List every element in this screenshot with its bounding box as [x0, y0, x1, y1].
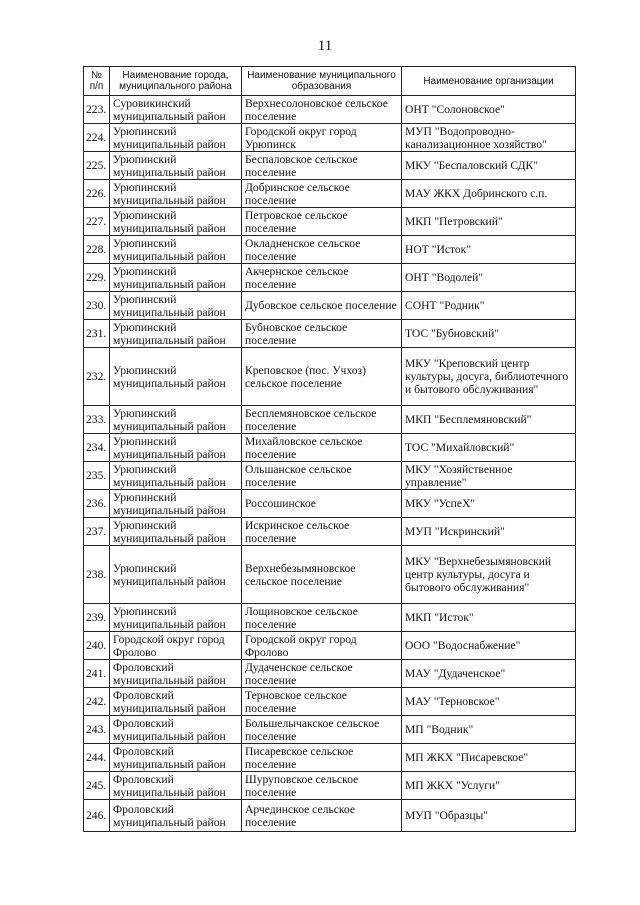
row-number: 225.: [84, 152, 110, 180]
row-municipality: Городской округ город Фролово: [242, 632, 402, 660]
row-district: Фроловский муниципальный район: [110, 688, 242, 716]
row-district: Фроловский муниципальный район: [110, 716, 242, 744]
row-district: Урюпинский муниципальный район: [110, 152, 242, 180]
table-row: [84, 604, 576, 632]
row-number: 224.: [84, 124, 110, 152]
row-district: Урюпинский муниципальный район: [110, 434, 242, 462]
row-number: 233.: [84, 406, 110, 434]
header-number: № п/п: [84, 67, 110, 96]
table-row: [84, 152, 576, 180]
row-municipality: Креповское (пос. Учхоз) сельское поселение: [242, 348, 402, 406]
row-organization: ОНТ "Солоновское": [402, 96, 576, 124]
row-number: 230.: [84, 292, 110, 320]
row-organization: МАУ ЖКХ Добринского с.п.: [402, 180, 576, 208]
row-municipality: Лощиновское сельское поселение: [242, 604, 402, 632]
row-district: Урюпинский муниципальный район: [110, 208, 242, 236]
row-district: Урюпинский муниципальный район: [110, 320, 242, 348]
row-organization: МКП "Петровский": [402, 208, 576, 236]
row-organization: МКП "Исток": [402, 604, 576, 632]
row-municipality: Бесплемяновское сельское поселение: [242, 406, 402, 434]
table-row: [84, 688, 576, 716]
row-organization: МУП "Образцы": [402, 800, 576, 832]
table-row: [84, 462, 576, 490]
row-organization: МУП "Водопроводно-канализационное хозяйство": [402, 124, 576, 152]
row-number: 229.: [84, 264, 110, 292]
table-row: [84, 660, 576, 688]
row-organization: ОНТ "Водолей": [402, 264, 576, 292]
row-organization: МАУ "Терновское": [402, 688, 576, 716]
row-district: Урюпинский муниципальный район: [110, 490, 242, 518]
row-municipality: Большелычакское сельское поселение: [242, 716, 402, 744]
header-district: Наименование города, муниципального района: [110, 67, 242, 96]
row-number: 238.: [84, 546, 110, 604]
table-row: [84, 348, 576, 406]
row-district: Фроловский муниципальный район: [110, 660, 242, 688]
row-municipality: Дудаченское сельское поселение: [242, 660, 402, 688]
table-row: [84, 716, 576, 744]
table-row: [84, 518, 576, 546]
row-municipality: Михайловское сельское поселение: [242, 434, 402, 462]
row-district: Городской округ город Фролово: [110, 632, 242, 660]
table-row: [84, 772, 576, 800]
row-number: 244.: [84, 744, 110, 772]
table-row: [84, 434, 576, 462]
table-header-row: [84, 67, 576, 96]
row-organization: МП "Водник": [402, 716, 576, 744]
row-district: Фроловский муниципальный район: [110, 772, 242, 800]
row-district: Урюпинский муниципальный район: [110, 462, 242, 490]
row-organization: МКУ "Беспаловский СДК": [402, 152, 576, 180]
row-district: Фроловский муниципальный район: [110, 744, 242, 772]
table-row: [84, 236, 576, 264]
table-row: [84, 546, 576, 604]
row-number: 234.: [84, 434, 110, 462]
row-number: 241.: [84, 660, 110, 688]
row-municipality: Акчернское сельское поселение: [242, 264, 402, 292]
row-organization: СОНТ "Родник": [402, 292, 576, 320]
table-row: [84, 292, 576, 320]
row-organization: МКУ "Верхнебезымяновский центр культуры, досуга и бытового обслуживания": [402, 546, 576, 604]
row-municipality: Искринское сельское поселение: [242, 518, 402, 546]
row-organization: ООО "Водоснабжение": [402, 632, 576, 660]
row-number: 237.: [84, 518, 110, 546]
row-number: 246.: [84, 800, 110, 832]
row-organization: НОТ "Исток": [402, 236, 576, 264]
page-number: 11: [317, 38, 333, 54]
row-municipality: Дубовское сельское поселение: [242, 292, 402, 320]
row-district: Урюпинский муниципальный район: [110, 236, 242, 264]
row-number: 239.: [84, 604, 110, 632]
row-number: 235.: [84, 462, 110, 490]
table-row: [84, 180, 576, 208]
row-organization: МКУ "Креповский центр культуры, досуга, библиотечного и бытового обслуживания": [402, 348, 576, 406]
row-municipality: Городской округ город Урюпинск: [242, 124, 402, 152]
row-number: 228.: [84, 236, 110, 264]
header-organization: Наименование организации: [402, 67, 576, 96]
row-number: 226.: [84, 180, 110, 208]
table-body: [84, 96, 576, 832]
row-municipality: Петровское сельское поселение: [242, 208, 402, 236]
row-organization: МКУ "УспеХ": [402, 490, 576, 518]
row-district: Урюпинский муниципальный район: [110, 406, 242, 434]
table-row: [84, 320, 576, 348]
row-district: Урюпинский муниципальный район: [110, 604, 242, 632]
table-row: [84, 406, 576, 434]
row-organization: ТОС "Михайловский": [402, 434, 576, 462]
row-organization: МКУ "Хозяйственное управление": [402, 462, 576, 490]
row-district: Урюпинский муниципальный район: [110, 518, 242, 546]
row-municipality: Шуруповское сельское поселение: [242, 772, 402, 800]
row-number: 243.: [84, 716, 110, 744]
table-row: [84, 800, 576, 832]
row-number: 245.: [84, 772, 110, 800]
row-number: 231.: [84, 320, 110, 348]
table-row: [84, 96, 576, 124]
row-organization: МП ЖКХ "Услуги": [402, 772, 576, 800]
row-number: 236.: [84, 490, 110, 518]
row-district: Урюпинский муниципальный район: [110, 546, 242, 604]
table-row: [84, 744, 576, 772]
row-organization: МУП "Искринский": [402, 518, 576, 546]
row-municipality: Окладненское сельское поселение: [242, 236, 402, 264]
row-organization: МКП "Бесплемяновский": [402, 406, 576, 434]
row-municipality: Россошинское: [242, 490, 402, 518]
row-district: Урюпинский муниципальный район: [110, 264, 242, 292]
organizations-table: [83, 66, 576, 832]
header-municipality: Наименование муниципального образования: [242, 67, 402, 96]
row-municipality: Верхнесолоновское сельское поселение: [242, 96, 402, 124]
row-district: Фроловский муниципальный район: [110, 800, 242, 832]
row-municipality: Терновское сельское поселение: [242, 688, 402, 716]
row-municipality: Бубновское сельское поселение: [242, 320, 402, 348]
row-district: Урюпинский муниципальный район: [110, 124, 242, 152]
row-number: 242.: [84, 688, 110, 716]
row-district: Суровикинский муниципальный район: [110, 96, 242, 124]
row-organization: ТОС "Бубновский": [402, 320, 576, 348]
table-row: [84, 490, 576, 518]
table-row: [84, 264, 576, 292]
row-organization: МАУ "Дудаченское": [402, 660, 576, 688]
row-municipality: Ольшанское сельское поселение: [242, 462, 402, 490]
row-number: 232.: [84, 348, 110, 406]
row-number: 223.: [84, 96, 110, 124]
table-row: [84, 632, 576, 660]
row-district: Урюпинский муниципальный район: [110, 292, 242, 320]
row-district: Урюпинский муниципальный район: [110, 348, 242, 406]
row-municipality: Добринское сельское поселение: [242, 180, 402, 208]
row-district: Урюпинский муниципальный район: [110, 180, 242, 208]
table-row: [84, 208, 576, 236]
row-number: 227.: [84, 208, 110, 236]
row-municipality: Арчединское сельское поселение: [242, 800, 402, 832]
row-municipality: Писаревское сельское поселение: [242, 744, 402, 772]
row-municipality: Беспаловское сельское поселение: [242, 152, 402, 180]
row-number: 240.: [84, 632, 110, 660]
row-municipality: Верхнебезымяновское сельское поселение: [242, 546, 402, 604]
row-organization: МП ЖКХ "Писаревское": [402, 744, 576, 772]
table-row: [84, 124, 576, 152]
